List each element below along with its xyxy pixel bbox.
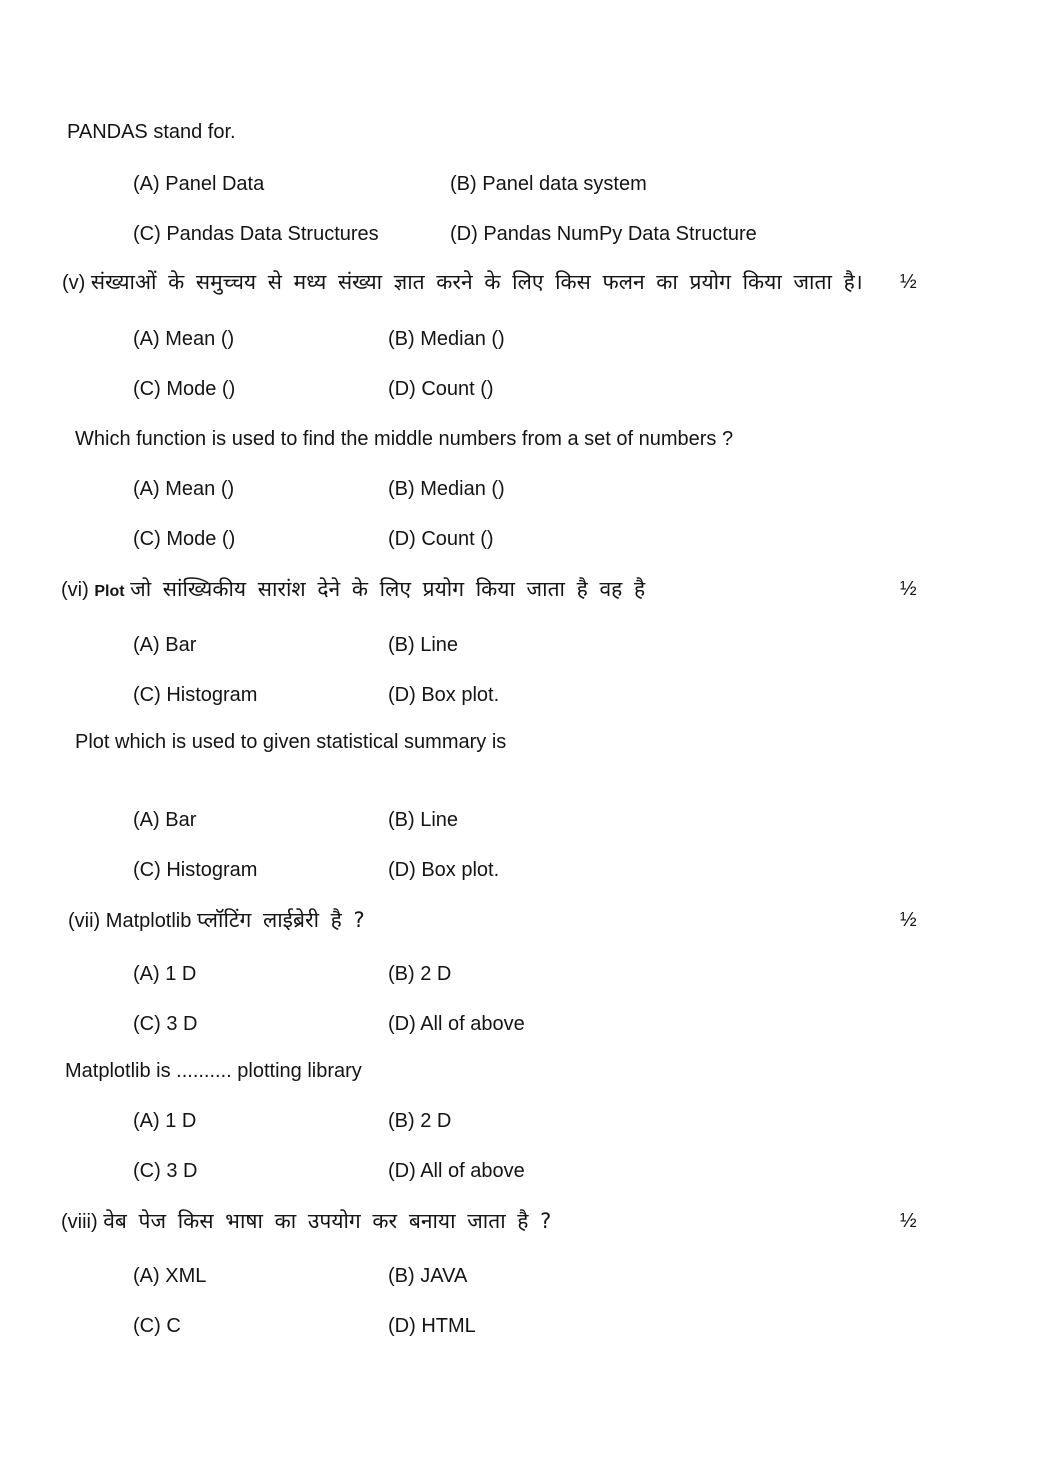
option-c — [133, 220, 450, 248]
options-row-cd — [0, 525, 1044, 553]
option-text: Box plot. — [421, 684, 500, 706]
option-label: (B) — [388, 478, 415, 500]
question-text: PANDAS stand for. — [67, 121, 236, 143]
question-number: (vii) — [68, 910, 101, 932]
option-d — [388, 1010, 525, 1038]
option-text: All of above — [420, 1160, 525, 1182]
option-text: XML — [165, 1265, 207, 1287]
question-number: (v) — [62, 272, 86, 294]
option-label: (A) — [133, 634, 160, 656]
question-text: Which function is used to find the middle numbers from a set of numbers ? — [75, 428, 734, 450]
option-text: Bar — [165, 634, 197, 656]
option-label: (A) — [133, 963, 160, 985]
options-row-ab — [0, 960, 1044, 988]
question-number: (viii) — [61, 1211, 98, 1233]
option-a — [133, 631, 388, 659]
option-label: (A) — [133, 173, 160, 195]
options-row-cd — [0, 681, 1044, 709]
options-row-cd — [0, 856, 1044, 884]
question-text: Plot which is used to given statistical summary is — [75, 731, 507, 753]
option-label: (C) — [133, 378, 161, 400]
marks-value: ½ — [900, 909, 917, 931]
option-d — [388, 681, 499, 709]
option-a — [133, 1107, 388, 1135]
option-c — [133, 1312, 388, 1340]
option-text: Histogram — [166, 859, 258, 881]
option-label: (D) — [388, 528, 416, 550]
option-label: (A) — [133, 478, 160, 500]
option-label: (A) — [133, 809, 160, 831]
option-d — [388, 375, 494, 403]
option-d — [388, 525, 494, 553]
option-label: (B) — [388, 1265, 415, 1287]
option-text: Mode () — [166, 528, 236, 550]
option-c — [133, 856, 388, 884]
question-text-hindi: प्लॉटिंग लाईब्रेरी है ? — [196, 908, 365, 932]
options-row-ab — [0, 170, 1044, 198]
option-text: Median () — [420, 478, 505, 500]
option-label: (C) — [133, 1013, 161, 1035]
option-label: (D) — [388, 1315, 416, 1337]
option-label: (B) — [388, 809, 415, 831]
options-row-cd — [0, 220, 1044, 248]
question-vi-english-prompt — [0, 728, 1044, 756]
option-text: Bar — [165, 809, 197, 831]
option-b — [388, 1262, 467, 1290]
option-text: C — [166, 1315, 181, 1337]
option-text: Count () — [421, 378, 494, 400]
option-b — [450, 170, 647, 198]
option-label: (A) — [133, 1265, 160, 1287]
question-viii-prompt — [0, 1207, 1044, 1236]
option-text: Panel data system — [482, 173, 647, 195]
option-text: Mean () — [165, 328, 235, 350]
option-label: (B) — [388, 963, 415, 985]
option-a — [133, 170, 450, 198]
options-row-ab — [0, 325, 1044, 353]
question-number: (vi) — [61, 579, 89, 601]
question-vii-english-prompt — [0, 1057, 1044, 1085]
option-text: HTML — [421, 1315, 476, 1337]
option-label: (D) — [388, 684, 416, 706]
option-b — [388, 806, 458, 834]
option-b — [388, 631, 458, 659]
option-text: Median () — [420, 328, 505, 350]
option-b — [388, 475, 505, 503]
option-text: Panel Data — [165, 173, 265, 195]
option-d — [388, 1312, 476, 1340]
option-text: Line — [420, 634, 459, 656]
option-label: (B) — [388, 634, 415, 656]
option-c — [133, 525, 388, 553]
question-pandas-prompt — [0, 118, 1044, 146]
options-row-ab — [0, 475, 1044, 503]
option-d — [450, 220, 757, 248]
option-a — [133, 806, 388, 834]
options-row-ab — [0, 1107, 1044, 1135]
option-label: (D) — [388, 1013, 416, 1035]
options-row-cd — [0, 1157, 1044, 1185]
options-row-ab — [0, 1262, 1044, 1290]
option-c — [133, 1010, 388, 1038]
option-text: JAVA — [420, 1265, 468, 1287]
option-a — [133, 960, 388, 988]
question-text-hindi: वेब पेज किस भाषा का उपयोग कर बनाया जाता है ? — [103, 1209, 552, 1233]
option-text: Line — [420, 809, 459, 831]
option-b — [388, 325, 505, 353]
option-label: (C) — [133, 1160, 161, 1182]
marks-value: ½ — [900, 271, 917, 293]
option-text: Count () — [421, 528, 494, 550]
option-text: Box plot. — [421, 859, 500, 881]
question-v-prompt — [0, 268, 1044, 297]
option-label: (C) — [133, 223, 161, 245]
question-text-hindi: जो सांख्यिकीय सारांश देने के लिए प्रयोग किया जाता है वह है — [130, 577, 646, 601]
option-label: (B) — [450, 173, 477, 195]
option-label: (C) — [133, 1315, 161, 1337]
options-row-cd — [0, 1010, 1044, 1038]
option-b — [388, 960, 451, 988]
option-label: (A) — [133, 1110, 160, 1132]
option-text: Mean () — [165, 478, 235, 500]
option-label: (B) — [388, 328, 415, 350]
question-latin-word: Matplotlib — [105, 910, 192, 932]
option-a — [133, 325, 388, 353]
option-c — [133, 1157, 388, 1185]
options-row-cd — [0, 1312, 1044, 1340]
marks-value: ½ — [900, 578, 917, 600]
option-label: (C) — [133, 684, 161, 706]
option-text: 1 D — [165, 1110, 197, 1132]
question-text: Matplotlib is .......... plotting library — [65, 1060, 362, 1082]
option-label: (D) — [388, 859, 416, 881]
option-label: (D) — [450, 223, 478, 245]
option-text: 1 D — [165, 963, 197, 985]
options-row-ab — [0, 806, 1044, 834]
option-b — [388, 1107, 451, 1135]
question-vii-prompt — [0, 906, 1044, 935]
option-c — [133, 375, 388, 403]
option-label: (C) — [133, 859, 161, 881]
option-c — [133, 681, 388, 709]
option-text: Pandas NumPy Data Structure — [483, 223, 757, 245]
option-text: Histogram — [166, 684, 258, 706]
question-vi-prompt — [0, 575, 1044, 606]
option-d — [388, 1157, 525, 1185]
option-text: 3 D — [166, 1013, 198, 1035]
option-label: (D) — [388, 378, 416, 400]
marks-value: ½ — [900, 1210, 917, 1232]
question-v-english-prompt — [0, 425, 1044, 453]
options-row-ab — [0, 631, 1044, 659]
option-label: (C) — [133, 528, 161, 550]
option-text: Pandas Data Structures — [166, 223, 379, 245]
option-label: (D) — [388, 1160, 416, 1182]
option-text: 3 D — [166, 1160, 198, 1182]
question-latin-word: Plot — [94, 583, 125, 600]
option-text: 2 D — [420, 963, 452, 985]
options-row-cd — [0, 375, 1044, 403]
question-text-hindi: संख्याओं के समुच्चय से मध्य संख्या ज्ञात करने के लिए किस फलन का प्रयोग किया जाता है। — [90, 270, 863, 294]
option-a — [133, 1262, 388, 1290]
option-label: (A) — [133, 328, 160, 350]
option-label: (B) — [388, 1110, 415, 1132]
option-text: Mode () — [166, 378, 236, 400]
option-d — [388, 856, 499, 884]
option-a — [133, 475, 388, 503]
option-text: All of above — [420, 1013, 525, 1035]
option-text: 2 D — [420, 1110, 452, 1132]
